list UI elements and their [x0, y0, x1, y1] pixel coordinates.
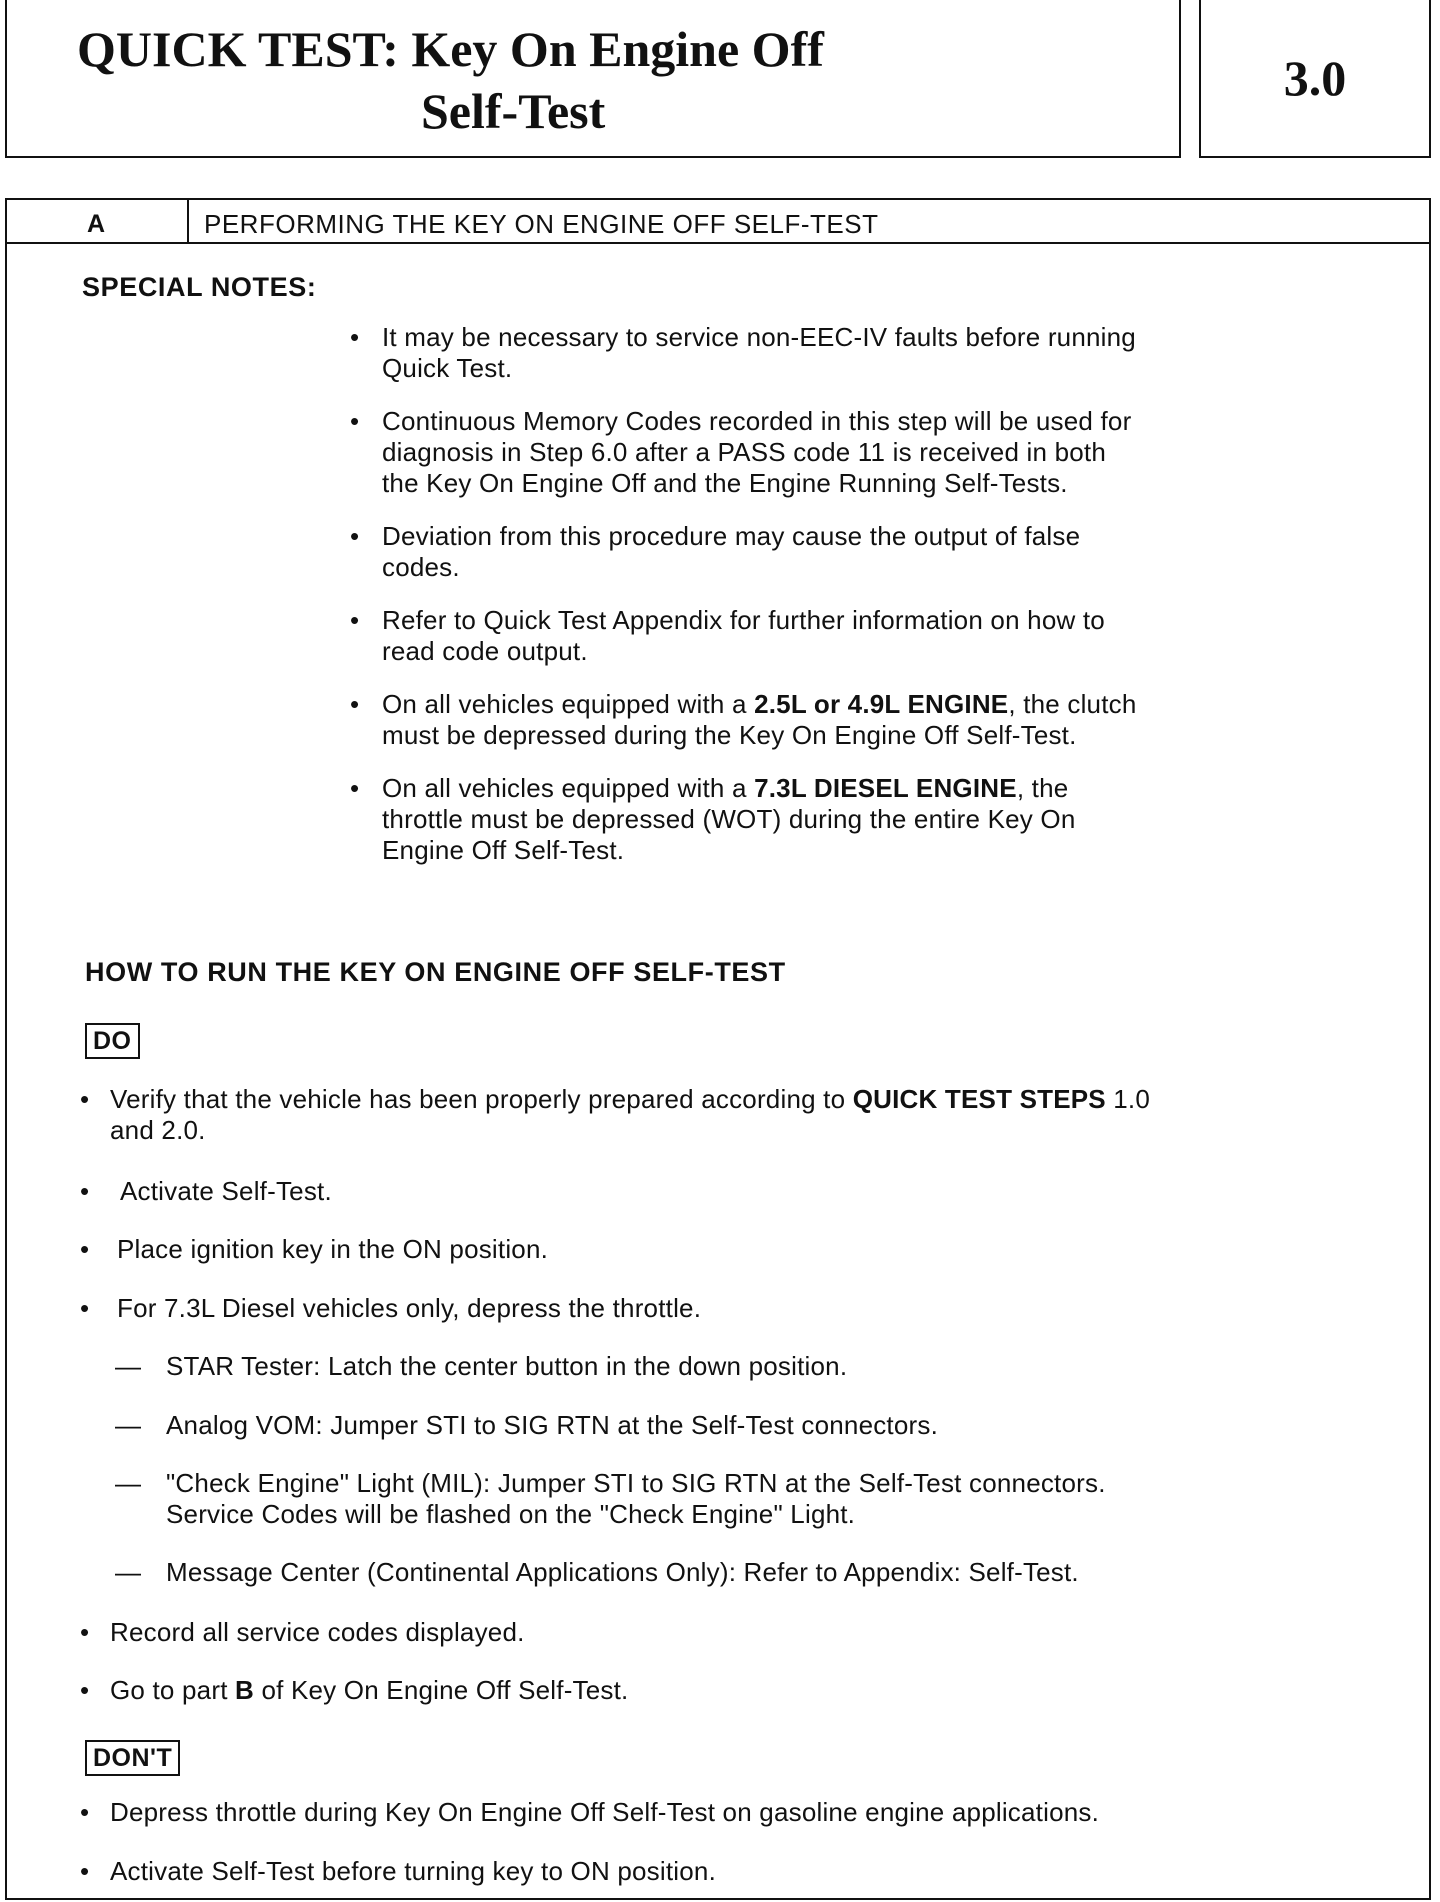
note-item [340, 605, 1140, 667]
sub-item [115, 1557, 1079, 1588]
dont-text: Activate Self-Test before turning key to ON position. [110, 1856, 716, 1886]
do-text: Activate Self-Test. [120, 1176, 332, 1206]
do-label: DO [85, 1023, 140, 1059]
dont-text: Depress throttle during Key On Engine Off Self-Test on gasoline engine applications. [110, 1797, 1100, 1827]
do-text-pre: Go to part [110, 1675, 236, 1705]
bullet-icon: • [80, 1084, 90, 1114]
sub-text-cont: Service Codes will be flashed on the "Check Engine" Light. [166, 1499, 856, 1529]
do-item [80, 1234, 548, 1265]
do-text-post: 1.0 [1105, 1084, 1150, 1114]
section-header [7, 200, 1429, 244]
do-item [80, 1293, 701, 1324]
page-title-line1: QUICK TEST: Key On Engine Off [77, 21, 824, 77]
bullet-icon: • [80, 1617, 90, 1647]
dash-icon: — [115, 1468, 142, 1498]
dont-label: DON'T [85, 1740, 180, 1776]
page-title-line2: Self-Test [421, 83, 606, 139]
dash-icon: — [115, 1557, 142, 1587]
special-notes-heading: SPECIAL NOTES: [82, 272, 317, 302]
note-text-post: , the clutch must be depressed during the Key On Engine Off Self-Test. [382, 689, 1137, 750]
note-text: Deviation from this procedure may cause the output of false codes. [382, 521, 1081, 582]
do-item [80, 1675, 628, 1706]
do-text: For 7.3L Diesel vehicles only, depress the throttle. [117, 1293, 702, 1323]
bullet-icon: • [80, 1856, 90, 1886]
note-item [340, 406, 1140, 499]
bullet-icon: • [80, 1176, 90, 1206]
do-text-cont: and 2.0. [110, 1115, 206, 1145]
note-text-bold: 2.5L or 4.9L ENGINE [754, 689, 1009, 719]
do-item [80, 1176, 332, 1207]
section-letter: A [87, 210, 106, 238]
note-item [340, 322, 1140, 384]
how-to-heading: HOW TO RUN THE KEY ON ENGINE OFF SELF-TEST [85, 957, 786, 987]
section-number: 3.0 [1199, 0, 1431, 158]
do-text-pre: Verify that the vehicle has been properly prepared according to [110, 1084, 853, 1114]
special-notes-list [340, 322, 1140, 888]
section-header-divider [187, 200, 189, 242]
note-text: Continuous Memory Codes recorded in this step will be used for diagnosis in Step 6.0 after a PASS code 11 is received in both the Key On Engine Off and the Engine Running Self-Tests. [382, 406, 1132, 498]
section-title: PERFORMING THE KEY ON ENGINE OFF SELF-TEST [204, 209, 879, 239]
note-text-bold: 7.3L DIESEL ENGINE [754, 773, 1017, 803]
do-text: Place ignition key in the ON position. [117, 1234, 549, 1264]
bullet-icon: • [80, 1234, 90, 1264]
dash-icon: — [115, 1410, 142, 1440]
dash-icon: — [115, 1351, 142, 1381]
sub-item [115, 1351, 847, 1382]
sub-item [115, 1468, 1365, 1530]
note-text-post: , the throttle must be depressed (WOT) during the entire Key On Engine Off Self-Test. [382, 773, 1076, 865]
note-text: Refer to Quick Test Appendix for further information on how to read code output. [382, 605, 1105, 666]
do-text-bold: B [235, 1675, 255, 1705]
do-text-bold: QUICK TEST STEPS [852, 1084, 1106, 1114]
sub-item [115, 1410, 938, 1441]
do-item [80, 1084, 1330, 1146]
do-item [80, 1617, 525, 1648]
do-text-post: of Key On Engine Off Self-Test. [254, 1675, 629, 1705]
note-text: It may be necessary to service non-EEC-IV faults before running Quick Test. [382, 322, 1136, 383]
do-text: Record all service codes displayed. [110, 1617, 525, 1647]
sub-text: "Check Engine" Light (MIL): Jumper STI to SIG RTN at the Self-Test connectors. [166, 1468, 1106, 1498]
note-item [340, 521, 1140, 583]
sub-text: Message Center (Continental Applications Only): Refer to Appendix: Self-Test. [166, 1557, 1079, 1587]
page-title [77, 18, 1117, 142]
bullet-icon: • [80, 1675, 90, 1705]
note-item [340, 773, 1140, 866]
note-item [340, 689, 1140, 751]
dont-item [80, 1856, 716, 1887]
bullet-icon: • [80, 1797, 90, 1827]
dont-item [80, 1797, 1099, 1828]
note-text-pre: On all vehicles equipped with a [382, 689, 755, 719]
bullet-icon: • [80, 1293, 90, 1323]
sub-text: STAR Tester: Latch the center button in the down position. [166, 1351, 848, 1381]
note-text-pre: On all vehicles equipped with a [382, 773, 755, 803]
sub-text: Analog VOM: Jumper STI to SIG RTN at the Self-Test connectors. [166, 1410, 938, 1440]
title-box [5, 0, 1181, 158]
